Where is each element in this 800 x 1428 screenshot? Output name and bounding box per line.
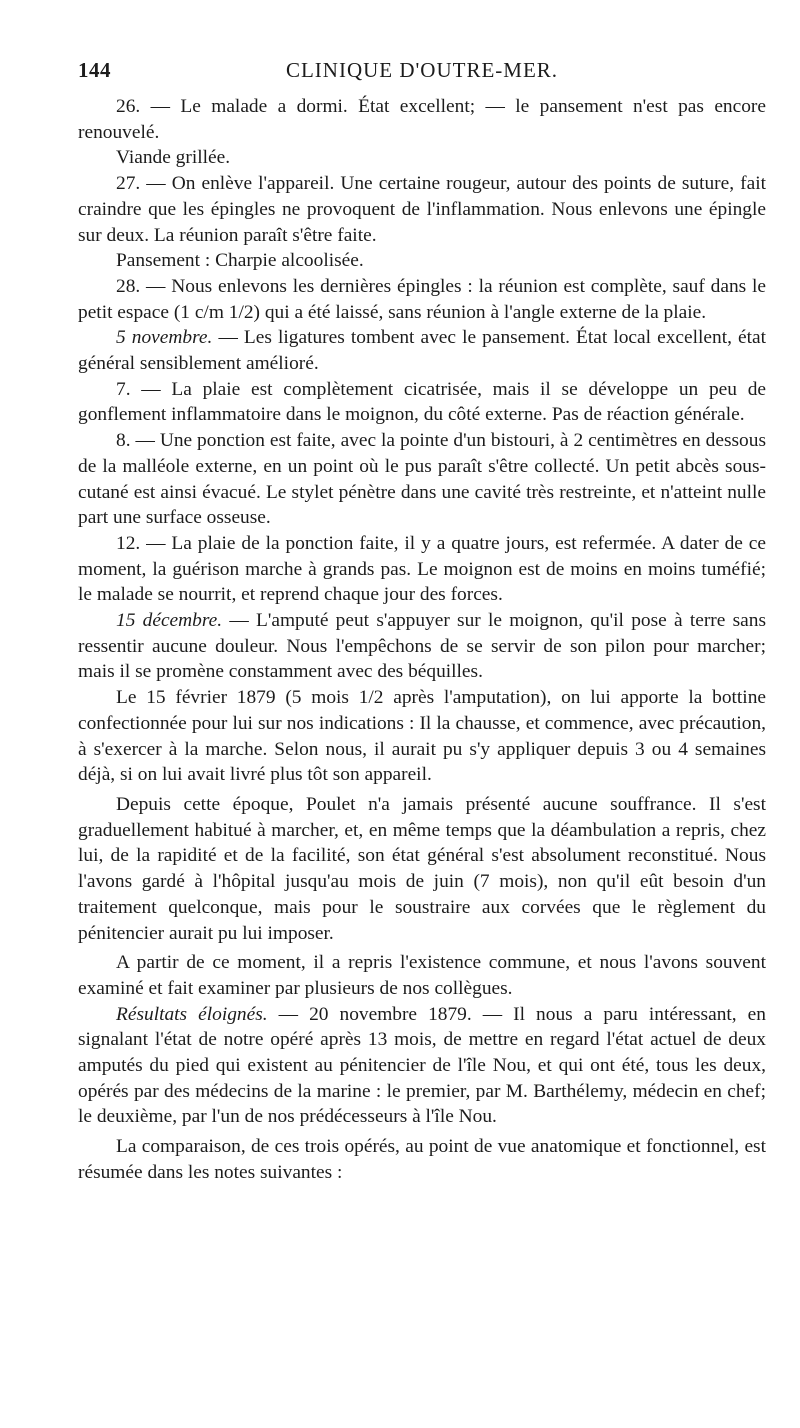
paragraph-apartir <box>78 950 766 1001</box>
paragraph-5nov <box>78 325 766 376</box>
paragraph-text: 28. — Nous enlevons les dernières épingles : la réunion est complète, sauf dans le petit espace (1 c/m 1/2) qui a été laissé, sans réunion à l'angle externe de la plaie. <box>78 275 766 323</box>
paragraph-12 <box>78 531 766 608</box>
paragraph-8 <box>78 428 766 531</box>
body-text <box>78 94 766 1186</box>
paragraph-text: — Les ligatures tombent avec le pansement. État local excellent, état général sensiblement amélioré. <box>78 327 766 375</box>
paragraph-text: 8. — Une ponction est faite, avec la pointe d'un bistouri, à 2 centimètres en dessous de la malléole externe, en un point où le pus paraît s'être collecté. Un petit abcès sous-cutané est ainsi évacué. Le stylet pénètre dans une cavité très restreinte, et n'atteint nulle part une surface osseuse. <box>78 430 766 529</box>
paragraph-text: 12. — La plaie de la ponction faite, il y a quatre jours, est refermée. A dater de ce moment, la guérison marche à grands pas. Le moignon est de moins en moins tuméfié; le malade se nourrit, et reprend chaque jour des forces. <box>78 532 766 606</box>
paragraph-7 <box>78 377 766 428</box>
paragraph-viande <box>78 145 766 171</box>
running-title: CLINIQUE D'OUTRE-MER. <box>285 58 559 82</box>
paragraph-text: A partir de ce moment, il a repris l'existence commune, et nous l'avons souvent examiné et fait examiner par plusieurs de nos collègues. <box>78 952 766 999</box>
paragraph-text: La comparaison, de ces trois opérés, au point de vue anatomique et fonctionnel, est résumée dans les notes suivantes : <box>78 1136 766 1183</box>
paragraph-text: Depuis cette époque, Poulet n'a jamais présenté aucune souffrance. Il s'est graduellement habitué à marcher, et, en même temps que la déambulation a repris, chez lui, de la rapidité et de la facilité, son état général s'est absolument reconstitué. Nous l'avons gardé à l'hôpital jusqu'au mois de juin (7 mois), non qu'il eût besoin d'un traitement quelconque, mais pour le soustraire aux corvées que le règlement du pénitencier aurait pu lui imposer. <box>78 793 766 944</box>
paragraph-lead: 5 novembre. <box>116 327 213 349</box>
paragraph-text: 7. — La plaie est complètement cicatrisée, mais il se développe un peu de gonflement inflammatoire dans le moignon, du côté externe. Pas de réaction générale. <box>78 378 766 426</box>
paragraph-28 <box>78 274 766 325</box>
paragraph-text: Viande grillée. <box>116 147 231 169</box>
paragraph-26 <box>78 94 766 145</box>
paragraph-pansement <box>78 248 766 274</box>
paragraph-text: Le 15 février 1879 (5 mois 1/2 après l'amputation), on lui apporte la bottine confectionnée pour lui sur nos indications : Il la chausse, et commence, avec précaution, à s'exercer à la marche. Selon nous, il aurait pu s'y appliquer depuis 3 ou 4 semaines déjà, si on lui avait livré plus tôt son appareil. <box>78 687 766 786</box>
page-header <box>78 58 766 88</box>
paragraph-text: 27. — On enlève l'appareil. Une certaine rougeur, autour des points de suture, fait craindre que les épingles ne provoquent de l'inflammation. Nous enlevons une épingle sur deux. La réunion paraît s'être faite. <box>78 173 766 246</box>
paragraph-text: Pansement : Charpie alcoolisée. <box>116 250 364 272</box>
paragraph-27 <box>78 171 766 248</box>
paragraph-resultats <box>78 1002 766 1131</box>
paragraph-text: — 20 novembre 1879. — Il nous a paru intéressant, en signalant l'état de notre opéré après 13 mois, de mettre en regard l'état actuel de deux amputés du pied qui existent au pénitencier de l'île Nou, et qui ont été, tous les deux, opérés par des médecins de la marine : le premier, par M. Barthélemy, médecin en chef; le deuxième, par l'un de nos prédécesseurs à l'île Nou. <box>78 1003 766 1128</box>
paragraph-15dec <box>78 608 766 685</box>
paragraph-comparaison <box>78 1134 766 1185</box>
paragraph-depuis <box>78 792 766 946</box>
page-number: 144 <box>78 58 111 82</box>
paragraph-text: — L'amputé peut s'appuyer sur le moignon, qu'il pose à terre sans ressentir aucune douleur. Nous l'empêchons de se servir de son pilon pour marcher; mais il se promène constamment avec des béquilles. <box>78 610 766 683</box>
paragraph-lead: Résultats éloignés. <box>116 1003 268 1025</box>
paragraph-15fev <box>78 685 766 788</box>
paragraph-lead: 15 décembre. <box>116 610 223 632</box>
paragraph-text: 26. — Le malade a dormi. État excellent; — le pansement n'est pas encore renouvelé. <box>78 96 766 143</box>
